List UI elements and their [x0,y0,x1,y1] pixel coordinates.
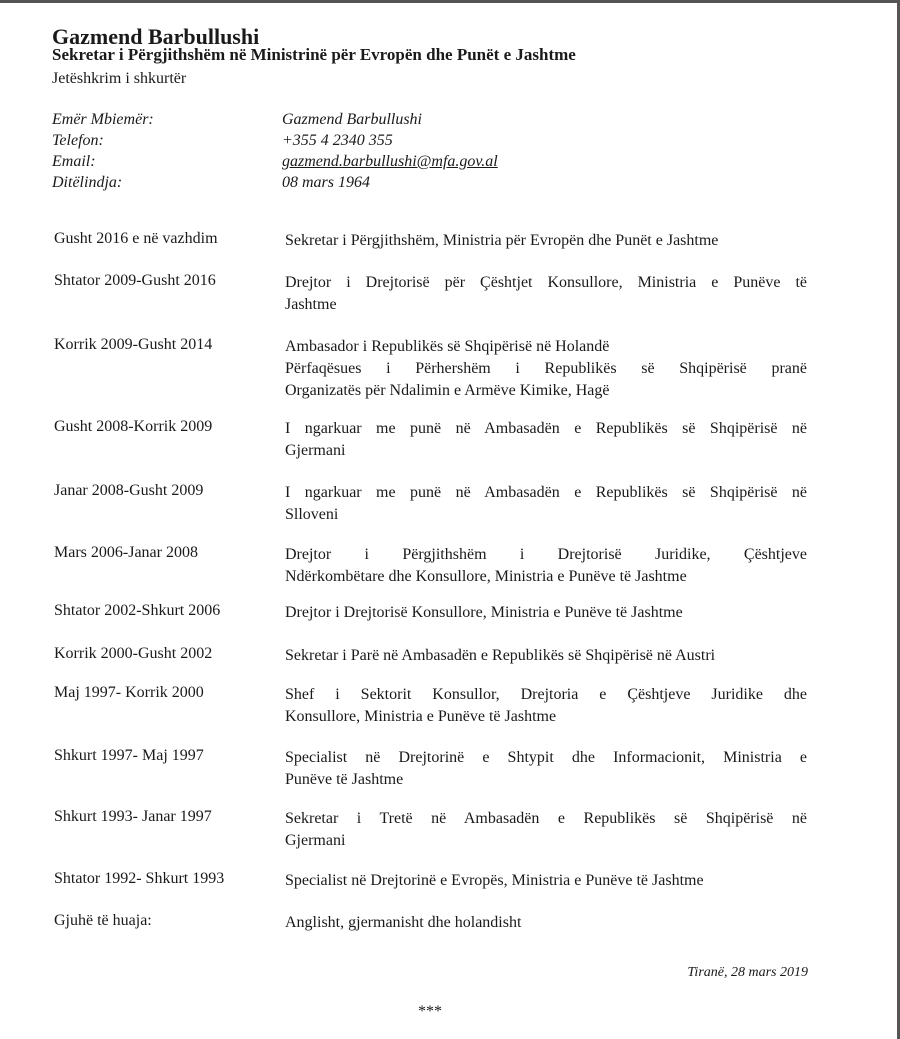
career-line: Drejtor i Drejtorisë Konsullore, Ministria e Punëve të Jashtme [285,604,683,621]
career-line: Jashtme [285,296,337,313]
career-line: Sekretar i Parë në Ambasadën e Republikës së Shqipërisë në Austri [285,647,716,664]
career-line: Specialist në Drejtorinë e Shtypit dhe Informacionit, Ministria e [285,749,807,766]
info-label: Emër Mbiemër: [52,111,154,128]
career-line: Shef i Sektorit Konsullor, Drejtoria e Çështjeve Juridike dhe [285,686,807,703]
career-period: Shkurt 1997- Maj 1997 [54,747,204,764]
career-line: Ambasador i Republikës së Shqipërisë në Holandë [285,338,610,355]
career-line: Përfaqësues i Përhershëm i Republikës së Shqipërisë pranë [285,360,807,377]
career-period: Shtator 2009-Gusht 2016 [54,272,216,289]
career-description [285,230,807,252]
career-description [285,747,807,791]
info-row-birthdate [52,174,852,195]
career-line: Gjermani [285,442,346,459]
career-period: Janar 2008-Gusht 2009 [54,482,204,499]
career-description [285,645,807,667]
career-description [285,602,807,624]
career-period: Mars 2006-Janar 2008 [54,544,198,561]
career-line: Sekretar i Përgjithshëm, Ministria për Evropën dhe Punët e Jashtme [285,232,719,249]
career-line: Gjermani [285,832,346,849]
career-line: Drejtor i Përgjithshëm i Drejtorisë Juridike, Çështjeve [285,546,807,563]
person-position: Sekretar i Përgjithshëm në Ministrinë për Evropën dhe Punët e Jashtme [52,45,576,64]
career-line: I ngarkuar me punë në Ambasadën e Republikës së Shqipërisë në [285,484,807,501]
info-row-name [52,111,852,132]
career-period: Korrik 2009-Gusht 2014 [54,336,213,353]
email-link[interactable]: gazmend.barbullushi@mfa.gov.al [282,153,498,170]
document-subtitle: Jetëshkrim i shkurtër [52,70,187,87]
career-line: Drejtor i Drejtorisë për Çështjet Konsullore, Ministria e Punëve të [285,274,807,291]
info-label: Telefon: [52,132,104,149]
languages-label: Gjuhë të huaja: [54,912,152,929]
career-description [285,336,807,402]
info-value: +355 4 2340 355 [282,132,393,149]
info-label: Ditëlindja: [52,174,123,191]
career-period: Maj 1997- Korrik 2000 [54,684,204,701]
career-line: Organizatës për Ndalimin e Armëve Kimike, Hagë [285,382,610,399]
personal-info [52,111,852,195]
info-value: Gazmend Barbullushi [282,111,422,128]
career-description [285,418,807,462]
career-line: Konsullore, Ministria e Punëve të Jashtme [285,708,557,725]
career-description [285,482,807,526]
languages-line: Anglisht, gjermanisht dhe holandisht [285,914,522,931]
info-row-phone [52,132,852,153]
separator-stars: *** [418,1003,442,1020]
person-name: Gazmend Barbullushi [52,24,260,49]
info-value: 08 mars 1964 [282,174,371,191]
career-description [285,544,807,588]
career-line: Ndërkombëtare dhe Konsullore, Ministria e Punëve të Jashtme [285,568,687,585]
career-period: Korrik 2000-Gusht 2002 [54,645,213,662]
career-description [285,808,807,852]
career-line: Specialist në Drejtorinë e Evropës, Ministria e Punëve të Jashtme [285,872,704,889]
career-line: Punëve të Jashtme [285,771,404,788]
career-description [285,870,807,892]
languages-value [285,912,807,934]
career-period: Shtator 1992- Shkurt 1993 [54,870,225,887]
career-period: Gusht 2016 e në vazhdim [54,230,218,247]
career-description [285,684,807,728]
career-description [285,272,807,316]
career-period: Gusht 2008-Korrik 2009 [54,418,213,435]
signature-place-date: Tiranë, 28 mars 2019 [687,965,808,980]
career-period: Shkurt 1993- Janar 1997 [54,808,212,825]
info-row-email [52,153,852,174]
info-label: Email: [52,153,96,170]
career-period: Shtator 2002-Shkurt 2006 [54,602,221,619]
career-line: Sekretar i Tretë në Ambasadën e Republikës së Shqipërisë në [285,810,807,827]
career-line: I ngarkuar me punë në Ambasadën e Republikës së Shqipërisë në [285,420,807,437]
career-line: Slloveni [285,506,339,523]
